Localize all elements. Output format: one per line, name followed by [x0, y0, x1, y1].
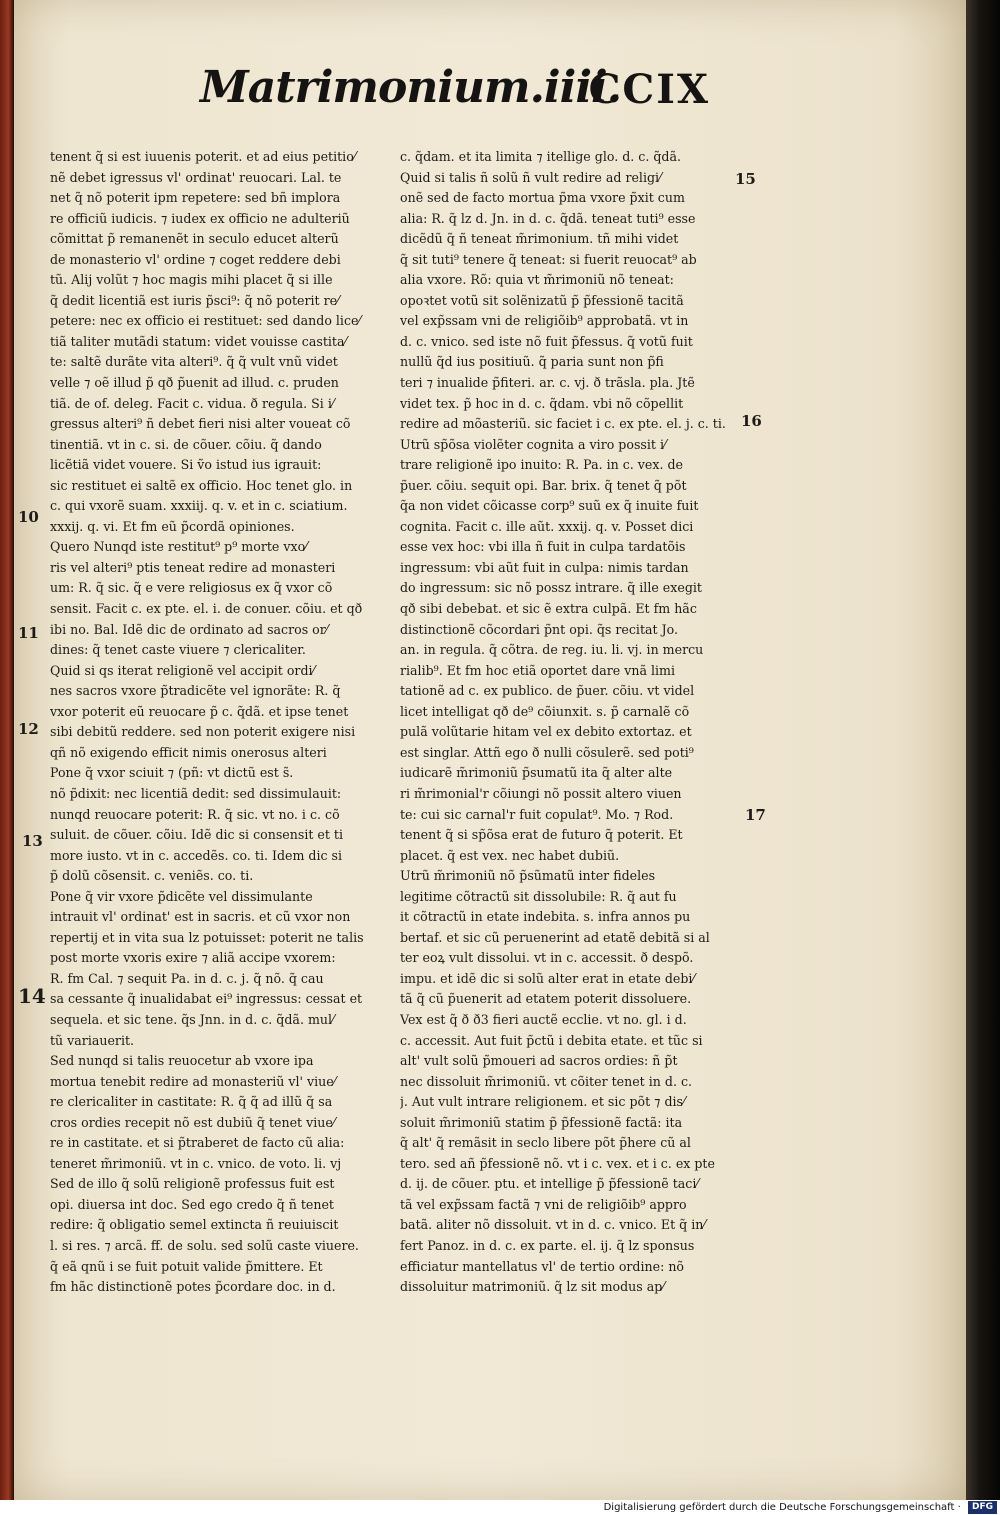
text-line: dissoluitur matrimoniũ. q̃ lz sit modus ap⁄ — [400, 1279, 665, 1295]
text-line: sibi debitũ reddere. sed non poterit exigere nisi — [50, 724, 356, 740]
text-line: Quid si talis ñ solũ ñ vult redire ad religi⁄ — [400, 169, 662, 185]
text-line: redire: q̃ obligatio semel extincta ñ reuiuiscit — [50, 1217, 339, 1233]
text-line: tiã. de of. deleg. Facit c. vidua. ð regula. Si i⁄ — [50, 395, 334, 411]
text-line: sensit. Facit c. ex pte. el. i. de conuer. cõiu. et qð — [50, 601, 363, 617]
text-line: petere: nec ex officio ei restituet: sed dando lice⁄ — [50, 313, 361, 329]
text-line: sequela. et sic tene. q̃s Jnn. in d. c. q̃dã. mul⁄ — [50, 1011, 335, 1027]
text-line: qð sibi debebat. et sic ẽ extra culpã. Et fm hãc — [400, 601, 697, 617]
text-line: nec dissoluit m̃rimoniũ. vt cõiter tenet in d. c. — [400, 1073, 693, 1089]
text-line: do ingressum: sic nõ possz intrare. q̃ ille exegit — [400, 580, 702, 596]
margin-number-13: 13 — [22, 832, 43, 850]
text-line: sic restituet ei saltẽ ex officio. Hoc tenet glo. in — [50, 477, 353, 493]
text-line: xxxij. q. vi. Et fm eũ p̃cordã opiniones. — [50, 518, 295, 534]
margin-number-11: 11 — [18, 624, 39, 642]
text-line: post morte vxoris exire ⁊ aliã accipe vxorem: — [50, 950, 336, 966]
text-line: it cõtractũ in etate indebita. s. infra annos pu — [400, 909, 691, 925]
text-line: mortua tenebit redire ad monasteriũ vl' viue⁄ — [50, 1073, 336, 1089]
margin-number-17: 17 — [745, 806, 766, 824]
text-line: Utrũ m̃rimoniũ nõ p̃sũmatũ inter fideles — [400, 868, 656, 884]
text-line: de monasterio vl' ordine ⁊ coget reddere debi — [50, 251, 341, 267]
dfg-logo: DFG — [968, 1501, 997, 1514]
text-line: Quid si qs iterat religionẽ vel accipit ordi⁄ — [50, 662, 315, 678]
text-line: tũ. Alij volũt ⁊ hoc magis mihi placet q̃ si ille — [50, 272, 333, 288]
text-line: l. si res. ⁊ arcã. ff. de solu. sed solũ caste viuere. — [50, 1237, 359, 1253]
text-line: te: saltẽ durãte vita alteri⁹. q̃ q̃ vult vnũ videt — [50, 354, 338, 370]
text-line: ibi no. Bal. Idẽ dic de ordinato ad sacros or⁄ — [50, 621, 328, 637]
text-line: fm hãc distinctionẽ potes p̃cordare doc. in d. — [50, 1279, 336, 1295]
text-line: q̃ alt' q̃ remãsit in seclo libere põt p̃here cũ al — [400, 1135, 691, 1151]
text-line: redire ad mõasteriũ. sic faciet i c. ex pte. el. j. c. ti. — [400, 416, 726, 432]
text-line: c. accessit. Aut fuit p̃ctũ i debita etate. et tũc si — [400, 1032, 703, 1048]
page-fore-edge — [966, 0, 1000, 1500]
text-line: licet intelligat qð de⁹ cõiunxit. s. p̃ carnalẽ cõ — [400, 703, 690, 719]
text-line: cros ordies recepit nõ est dubiũ q̃ tenet viue⁄ — [50, 1114, 335, 1130]
text-line: impu. et idẽ dic si solũ alter erat in etate debi⁄ — [400, 970, 695, 986]
text-line: tinentiã. vt in c. si. de cõuer. cõiu. q̃ dando — [50, 436, 322, 452]
text-line: cognita. Facit c. ille aũt. xxxij. q. v. Posset dici — [400, 518, 694, 534]
text-line: Quero Nunqd iste restitut⁹ p⁹ morte vxo⁄ — [50, 539, 308, 555]
text-line: pulã volũtarie hitam vel ex debito extortaz. et — [400, 724, 692, 740]
text-line: Sed de illo q̃ solũ religionẽ professus fuit est — [50, 1176, 335, 1192]
text-line: efficiatur mantellatus vl' de tertio ordine: nõ — [400, 1258, 685, 1274]
left-text-column — [50, 147, 382, 1298]
text-line: tã vel exp̃ssam factã ⁊ vni de religiõib⁹ appro — [400, 1196, 687, 1212]
text-line: q̃ sit tuti⁹ tenere q̃ teneat: si fuerit reuocat⁹ ab — [400, 251, 697, 267]
text-line: re in castitate. et si p̃traberet de facto cũ alia: — [50, 1135, 345, 1151]
text-line: teri ⁊ inualide p̃fiteri. ar. c. vj. ð trãsla. pla. Jtẽ — [400, 375, 695, 391]
text-line: licẽtiã videt vouere. Si ṽo istud ius igrauit: — [50, 457, 322, 473]
margin-number-14: 14 — [18, 984, 46, 1008]
text-line: esse vex hoc: vbi illa ñ fuit in culpa tardatõis — [400, 539, 686, 555]
text-line: nullũ q̃d ius positiuũ. q̃ paria sunt non p̃fi — [400, 354, 664, 370]
digitization-footer — [0, 1500, 1000, 1515]
text-line: rialib⁹. Et fm hoc etiã oportet dare vnã limi — [400, 662, 676, 678]
text-line: opoꝛtet votũ sit solẽnizatũ p̃ p̃fessionẽ tacitã — [400, 292, 684, 308]
text-line: dines: q̃ tenet caste viuere ⁊ clericaliter. — [50, 642, 306, 658]
text-line: alia: R. q̃ lz d. Jn. in d. c. q̃dã. teneat tuti⁹ esse — [400, 210, 696, 226]
text-line: p̃uer. cõiu. sequit opi. Bar. brix. q̃ tenet q̃ põt — [400, 477, 687, 493]
text-line: R. fm Cal. ⁊ sequit Pa. in d. c. j. q̃ nõ. q̃ cau — [50, 970, 324, 986]
text-line: batã. aliter nõ dissoluit. vt in d. c. vnico. Et q̃ in⁄ — [400, 1217, 706, 1233]
text-line: opi. diuersa int doc. Sed ego credo q̃ ñ tenet — [50, 1196, 334, 1212]
text-line: dicẽdũ q̃ ñ teneat m̃rimonium. tñ mihi videt — [400, 231, 679, 247]
text-line: gressus alteri⁹ ñ debet fieri nisi alter voueat cõ — [50, 416, 351, 432]
text-line: ter eoꝝ vult dissolui. vt in c. accessit. ð despõ. — [400, 950, 694, 966]
text-line: fert Panoz. in d. c. ex parte. el. ij. q̃ lz sponsus — [400, 1237, 695, 1253]
text-line: teneret m̃rimoniũ. vt in c. vnico. de voto. li. vj — [50, 1155, 342, 1171]
text-line: tationẽ ad c. ex publico. de p̃uer. cõiu. vt videl — [400, 683, 695, 699]
text-line: intrauit vl' ordinat' est in sacris. et cũ vxor non — [50, 909, 351, 925]
text-line: c. qui vxorẽ suam. xxxiij. q. v. et in c. sciatium. — [50, 498, 348, 514]
text-line: qñ nõ exigendo efficit nimis onerosus alteri — [50, 744, 327, 760]
text-line: Pone q̃ vir vxore p̃dicẽte vel dissimulante — [50, 888, 313, 904]
text-line: j. Aut vult intrare religionem. et sic põt ⁊ dis⁄ — [400, 1094, 686, 1110]
text-line: distinctionẽ cõcordari p̃nt opi. q̃s recitat Jo. — [400, 621, 678, 637]
text-line: cõmittat p̃ remanenẽt in seculo educet alterũ — [50, 231, 339, 247]
text-line: tenent q̃ si est iuuenis poterit. et ad eius petitio⁄ — [50, 149, 356, 164]
text-line: onẽ sed de facto mortua p̃ma vxore p̃xit cum — [400, 190, 685, 206]
text-line: est singlar. Attñ ego ð nulli cõsulerẽ. sed poti⁹ — [400, 744, 694, 760]
binding-edge — [0, 0, 14, 1500]
text-line: videt tex. p̃ hoc in d. c. q̃dam. vbi nõ cõpellit — [400, 395, 684, 411]
text-line: bertaf. et sic cũ peruenerint ad etatẽ debitã si al — [400, 929, 710, 945]
text-line: q̃a non videt cõicasse corp⁹ suũ ex q̃ inuite fuit — [400, 498, 699, 514]
text-line: q̃ eã qnũ i se fuit potuit valide p̃mittere. Et — [50, 1258, 323, 1274]
text-line: suluit. de cõuer. cõiu. Idẽ dic si consensit et ti — [50, 827, 344, 843]
text-line: tenent q̃ si sp̃õsa erat de futuro q̃ poterit. Et — [400, 827, 683, 843]
text-line: more iusto. vt in c. accedẽs. co. ti. Idem dic si — [50, 847, 343, 863]
text-line: te: cui sic carnal'r fuit copulat⁹. Mo. ⁊ Rod. — [400, 806, 674, 822]
text-line: tũ variauerit. — [50, 1032, 135, 1048]
text-line: Utrũ sp̃õsa violẽter cognita a viro possit i⁄ — [400, 436, 667, 452]
text-line: alt' vult solũ p̃moueri ad sacros ordies: ñ p̃t — [400, 1053, 678, 1069]
text-line: trare religionẽ ipo inuito: R. Pa. in c. vex. de — [400, 457, 683, 473]
text-line: ris vel alteri⁹ ptis teneat redire ad monasteri — [50, 559, 336, 575]
text-line: ingressum: vbi aũt fuit in culpa: nimis tardan — [400, 559, 689, 575]
text-line: nẽ debet igressus vl' ordinat' reuocari. Lal. te — [50, 169, 342, 185]
text-line: iudicarẽ m̃rimoniũ p̃sumatũ ita q̃ alter alte — [400, 765, 673, 781]
text-line: vxor poterit eũ reuocare p̃ c. q̃dã. et ipse tenet — [50, 703, 349, 719]
right-text-column — [400, 147, 732, 1298]
text-line: q̃ dedit licentiã est iuris p̃sci⁹: q̃ nõ poterit re⁄ — [50, 292, 340, 308]
running-title: Matrimonium.iiii. — [200, 62, 622, 113]
text-line: legitime cõtractũ sit dissolubile: R. q̃ aut fu — [400, 888, 677, 904]
text-line: Sed nunqd si talis reuocetur ab vxore ipa — [50, 1053, 314, 1069]
text-line: nõ p̃dixit: nec licentiã dedit: sed dissimulauit: — [50, 785, 342, 801]
text-line: nunqd reuocare poterit: R. q̃ sic. vt no. i c. cõ — [50, 806, 340, 822]
text-line: vel exp̃ssam vni de religiõib⁹ approbatã. vt in — [400, 313, 689, 329]
text-line: Vex est q̃ ð ð3 fieri auctẽ ecclie. vt no. gl. i d. — [400, 1011, 687, 1027]
text-line: velle ⁊ oẽ illud p̃ qð p̃uenit ad illud. c. pruden — [50, 375, 339, 391]
text-line: tero. sed añ p̃fessionẽ nõ. vt i c. vex. et i c. ex pte — [400, 1155, 715, 1171]
text-line: net q̃ nõ poterit ipm repetere: sed bñ implora — [50, 190, 341, 206]
text-line: alia vxore. Rõ: quia vt m̃rimoniũ nõ teneat: — [400, 272, 674, 288]
text-line: an. in regula. q̃ cõtra. de reg. iu. li. vj. in mercu — [400, 642, 704, 658]
text-line: Pone q̃ vxor sciuit ⁊ (pñ: vt dictũ est s̃. — [50, 765, 294, 781]
text-line: nes sacros vxore p̃tradicẽte vel ignorãte: R. q̃ — [50, 683, 341, 699]
text-line: d. ij. de cõuer. ptu. et intellige p̃ p̃fessionẽ taci⁄ — [400, 1176, 699, 1192]
text-line: placet. q̃ est vex. nec habet dubiũ. — [400, 847, 620, 863]
running-head — [200, 62, 720, 122]
margin-number-16: 16 — [741, 412, 762, 430]
text-line: ri m̃rimonial'r cõiungi nõ possit altero viuen — [400, 785, 682, 801]
text-line: re officiũ iudicis. ⁊ iudex ex officio ne adulteriũ — [50, 210, 350, 226]
text-line: re clericaliter in castitate: R. q̃ q̃ ad illũ q̃ sa — [50, 1094, 333, 1110]
text-line: sa cessante q̃ inualidabat ei⁹ ingressus: cessat et — [50, 991, 363, 1007]
text-line: um: R. q̃ sic. q̃ e vere religiosus ex q̃ vxor cõ — [50, 580, 333, 596]
text-line: c. q̃dam. et ita limita ⁊ itellige glo. d. c. q̃dã. — [400, 149, 681, 164]
margin-number-15: 15 — [735, 170, 756, 188]
margin-number-12: 12 — [18, 720, 39, 738]
text-line: d. c. vnico. sed iste nõ fuit p̃fessus. q̃ votũ fuit — [400, 333, 693, 349]
folio-number: CCIX — [588, 66, 710, 113]
margin-number-10: 10 — [18, 508, 39, 526]
text-line: tiã taliter mutãdi statum: videt vouisse castita⁄ — [50, 333, 347, 349]
text-line: tã q̃ cũ p̃uenerit ad etatem poterit dissoluere. — [400, 991, 692, 1007]
footer-credit: Digitalisierung gefördert durch die Deutsche Forschungsgemeinschaft · — [603, 1502, 961, 1513]
text-line: p̃ dolũ cõsensit. c. veniẽs. co. ti. — [50, 868, 254, 884]
text-line: soluit m̃rimoniũ statim p̃ p̃fessionẽ factã: ita — [400, 1114, 683, 1130]
text-line: repertij et in vita sua lz potuisset: poterit ne talis — [50, 929, 364, 945]
